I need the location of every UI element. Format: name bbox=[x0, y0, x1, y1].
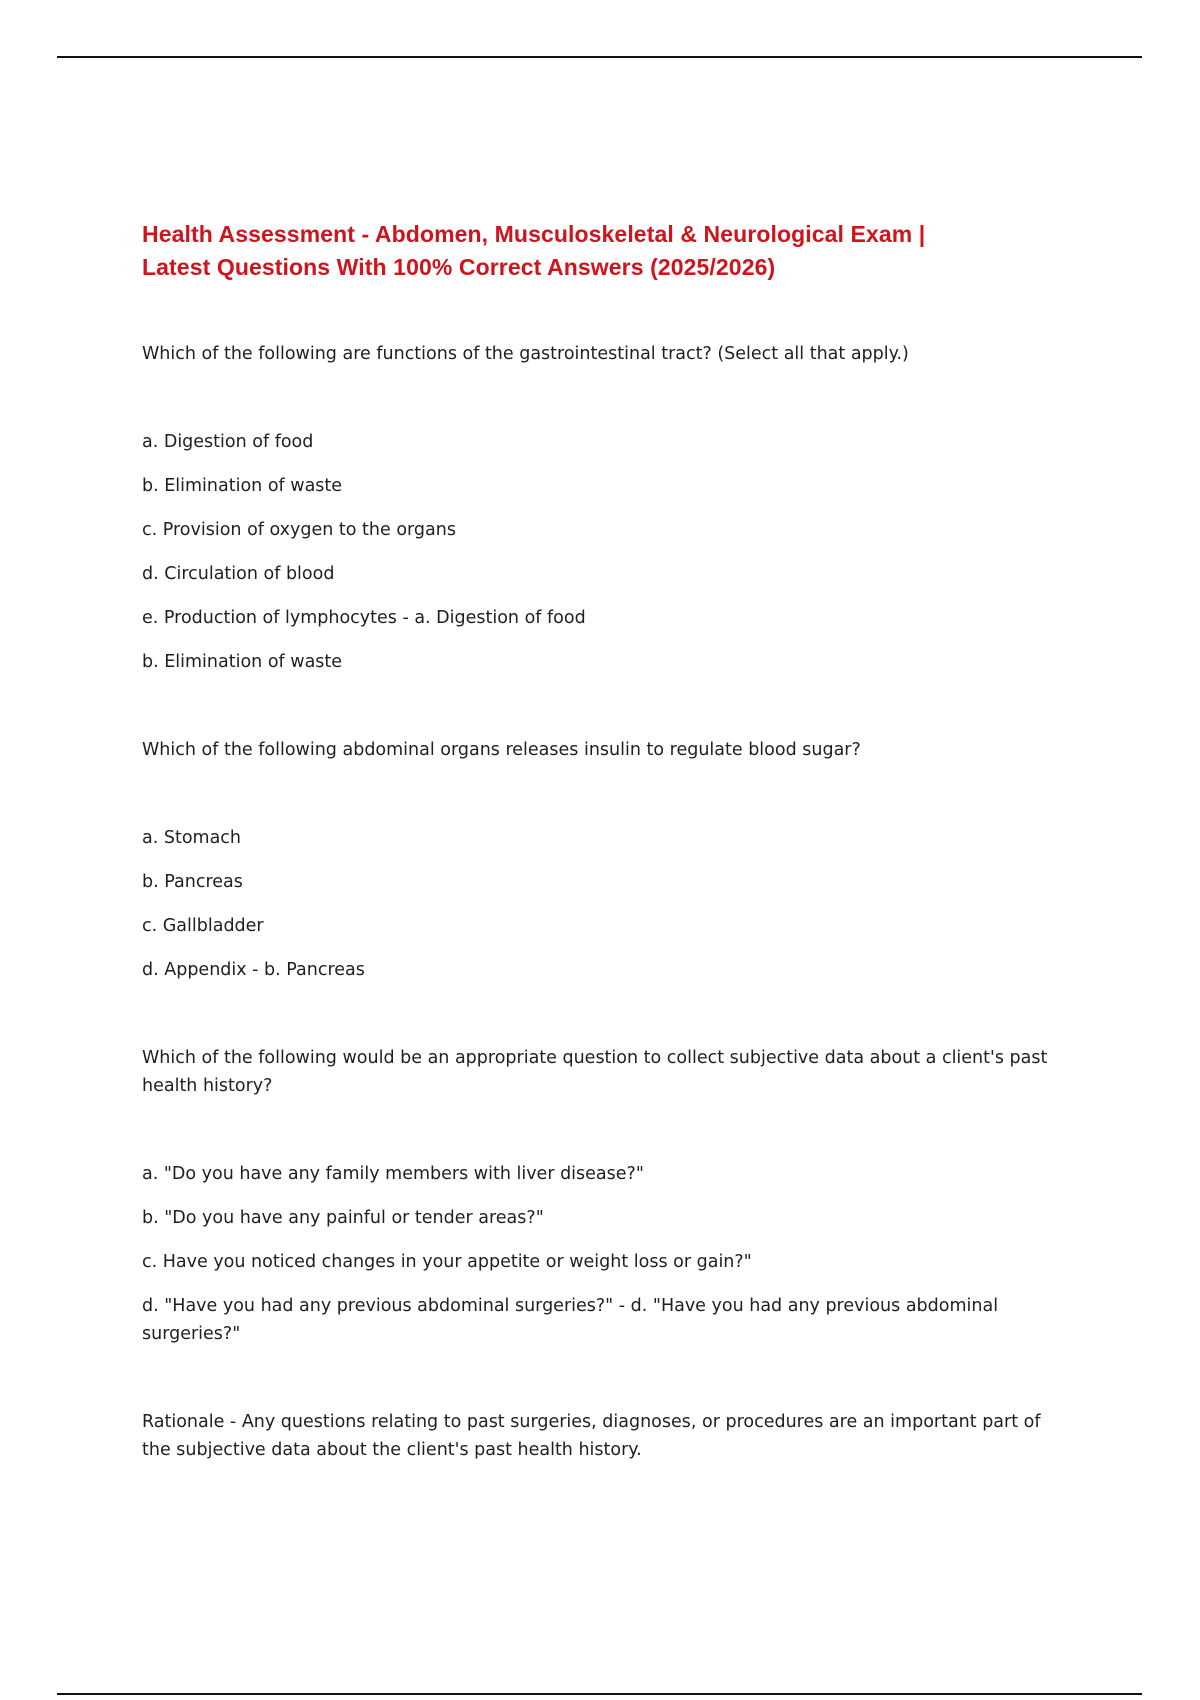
option-item: e. Production of lymphocytes - a. Digestion of food bbox=[142, 608, 586, 628]
question-block-2 bbox=[142, 736, 1062, 984]
option-item: d. Appendix - b. Pancreas bbox=[142, 960, 365, 980]
option-item: b. Pancreas bbox=[142, 872, 243, 892]
rationale-text: Rationale - Any questions relating to past surgeries, diagnoses, or procedures are an important part of the subjective data about the client's past health history. bbox=[142, 1412, 1041, 1460]
header-rule bbox=[57, 56, 1142, 58]
question-text: Which of the following would be an appropriate question to collect subjective data about a client's past health history? bbox=[142, 1048, 1048, 1096]
option-item: b. Elimination of waste bbox=[142, 652, 343, 672]
question-block-3 bbox=[142, 1044, 1062, 1348]
document-body bbox=[142, 218, 1062, 1464]
option-item: c. Gallbladder bbox=[142, 916, 264, 936]
title-line-2: Latest Questions With 100% Correct Answers (2025/2026) bbox=[142, 254, 776, 280]
option-item: d. "Have you had any previous abdominal surgeries?" - d. "Have you had any previous abdominal surgeries?" bbox=[142, 1296, 999, 1344]
option-item: b. Elimination of waste bbox=[142, 476, 343, 496]
title-line-1: Health Assessment - Abdomen, Musculoskeletal & Neurological Exam | bbox=[142, 221, 926, 247]
option-item: a. Digestion of food bbox=[142, 432, 314, 452]
question-block-1 bbox=[142, 340, 1062, 676]
option-item: d. Circulation of blood bbox=[142, 564, 335, 584]
option-item: c. Provision of oxygen to the organs bbox=[142, 520, 456, 540]
options-list bbox=[142, 824, 1062, 984]
option-item: a. "Do you have any family members with liver disease?" bbox=[142, 1164, 644, 1184]
question-text: Which of the following are functions of the gastrointestinal tract? (Select all that apply.) bbox=[142, 344, 909, 364]
option-item: c. Have you noticed changes in your appetite or weight loss or gain?" bbox=[142, 1252, 752, 1272]
document-title bbox=[142, 218, 1062, 284]
option-item: b. "Do you have any painful or tender areas?" bbox=[142, 1208, 544, 1228]
options-list bbox=[142, 1160, 1062, 1348]
question-text: Which of the following abdominal organs releases insulin to regulate blood sugar? bbox=[142, 740, 861, 760]
option-item: a. Stomach bbox=[142, 828, 242, 848]
options-list bbox=[142, 428, 1062, 676]
footer-rule bbox=[57, 1693, 1142, 1695]
